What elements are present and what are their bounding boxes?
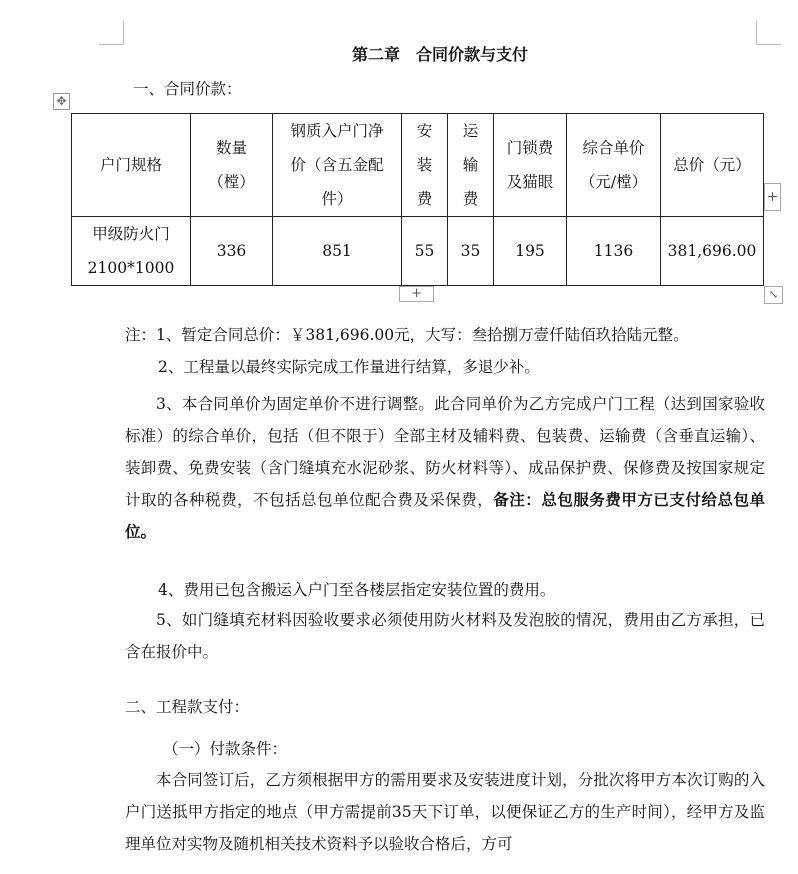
cell-installation-fee: 55 <box>402 217 448 286</box>
note-2: 2、工程量以最终实际完成工作量进行结算，多退少补。 <box>158 358 540 376</box>
header-quantity: 数量 （樘） <box>191 114 273 217</box>
table-row <box>72 217 764 286</box>
note-4: 4、费用已包含搬运入户门至各楼层指定安装位置的费用。 <box>158 581 556 599</box>
header-lock-fee: 门锁费 及猫眼 <box>494 114 567 217</box>
subsection-heading-payment-conditions: （一）付款条件： <box>163 740 288 758</box>
note-3: 3、本合同单价为固定单价不进行调整。此合同单价为乙方完成户门工程（达到国家验收标准）的综合单价，包括（但不限于）全部主材及辅料费、包装费、运输费（含垂直运输）、装卸费、免费安装（含门缝填充水泥砂浆、防火材料等）、成品保护费、保修费及按国家规定计取的各种税费，不包括总包单位配合费及采保费，备注：总包服务费甲方已支付给总包单位。 <box>125 395 765 541</box>
table-resize-icon[interactable]: ⤡ <box>764 286 783 304</box>
chapter-title: 第二章 合同价款与支付 <box>351 45 528 64</box>
header-unit-price: 综合单价 （元/樘） <box>567 114 661 217</box>
cell-lock-fee: 195 <box>494 217 567 286</box>
price-table <box>71 113 764 286</box>
add-row-plus-icon[interactable]: + <box>399 286 434 302</box>
payment-paragraph: 本合同签订后，乙方须根据甲方的需用要求及安装进度计划，分批次将甲方本次订购的入户门送抵甲方指定的地点（甲方需提前35天下订单，以便保证乙方的生产时间），经甲方及监理单位对实物及随机相关技术资料予以验收合格后，方可 <box>125 771 765 853</box>
header-steel-door-price: 钢质入户门净 价（含五金配 件） <box>273 114 402 217</box>
note-3-bold-remark: 备注：总包服务费甲方已支付给总包单位。 <box>125 490 765 541</box>
cell-unit-price: 1136 <box>567 217 661 286</box>
header-total-price: 总价（元） <box>661 114 764 217</box>
cell-transport-fee: 35 <box>448 217 494 286</box>
add-column-plus-icon[interactable]: + <box>764 183 781 211</box>
cell-steel-door-price: 851 <box>273 217 402 286</box>
cell-total-price: 381,696.00 <box>661 217 764 286</box>
header-transport-fee: 运 输 费 <box>448 114 494 217</box>
table-header-row <box>72 114 764 217</box>
note-5: 5、如门缝填充材料因验收要求必须使用防火材料及发泡胶的情况，费用由乙方承担，已含在报价中。 <box>125 611 765 661</box>
cell-spec: 甲级防火门 2100*1000 <box>72 217 191 286</box>
table-move-handle-icon[interactable]: ✥ <box>53 93 70 110</box>
header-spec: 户门规格 <box>72 114 191 217</box>
section-heading-payment: 二、工程款支付： <box>125 698 250 716</box>
header-installation-fee: 安 装 费 <box>402 114 448 217</box>
note-1: 注：1、暂定合同总价：￥381,696.00元，大写：叁拾捌万壹仟陆佰玖拾陆元整。 <box>125 326 689 344</box>
cell-quantity: 336 <box>191 217 273 286</box>
section-heading-contract-price: 一、合同价款： <box>133 80 242 98</box>
